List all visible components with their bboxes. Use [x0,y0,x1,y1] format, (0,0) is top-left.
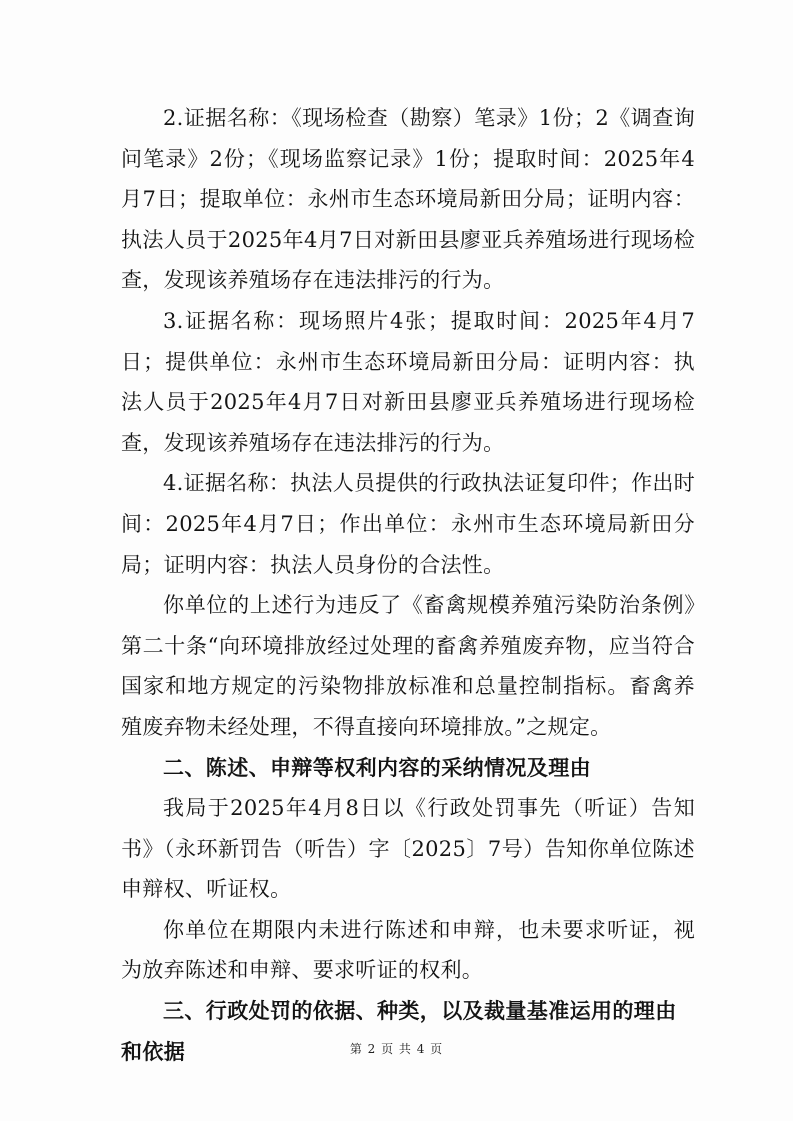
evidence-item-3: 3.证据名称：现场照片4张；提取时间：2025年4月7日；提供单位：永州市生态环境局新田分局：证明内容：执法人员于2025年4月7日对新田县廖亚兵养殖场进行现场检查，发现该养殖场存在违法排污的行为。 [121,308,695,455]
notice-paragraph: 我局于2025年4月8日以《行政处罚事先（听证）告知书》（永环新罚告（听告）字〔2025〕7号）告知你单位陈述申辩权、听证权。 [121,796,695,902]
evidence-item-2: 2.证据名称：《现场检查（勘察）笔录》1份；2《调查询问笔录》2份；《现场监察记录》1份；提取时间：2025年4月7日；提取单位：永州市生态环境局新田分局；证明内容：执法人员于2025年4月7日对新田县廖亚兵养殖场进行现场检查，发现该养殖场存在违法排污的行为。 [121,106,695,293]
evidence-item-4: 4.证据名称：执法人员提供的行政执法证复印件；作出时间：2025年4月7日；作出单位：永州市生态环境局新田分局；证明内容：执法人员身份的合法性。 [121,471,695,577]
document-body [121,98,695,1072]
section-heading-3: 三、行政处罚的依据、种类，以及裁量基准运用的理由和依据 [121,999,677,1064]
violation-statement: 你单位的上述行为违反了《畜禽规模养殖污染防治条例》第二十条“向环境排放经过处理的畜禽养殖废弃物，应当符合国家和地方规定的污染物排放标准和总量控制指标。畜禽养殖废弃物未经处理，不得直接向环境排放。”之规定。 [121,593,695,739]
waiver-paragraph: 你单位在期限内未进行陈述和申辩，也未要求听证，视为放弃陈述和申辩、要求听证的权利。 [121,917,695,983]
section-heading-2: 二、陈述、申辩等权利内容的采纳情况及理由 [163,755,591,780]
page-number: 第 2 页 共 4 页 [349,1042,444,1056]
